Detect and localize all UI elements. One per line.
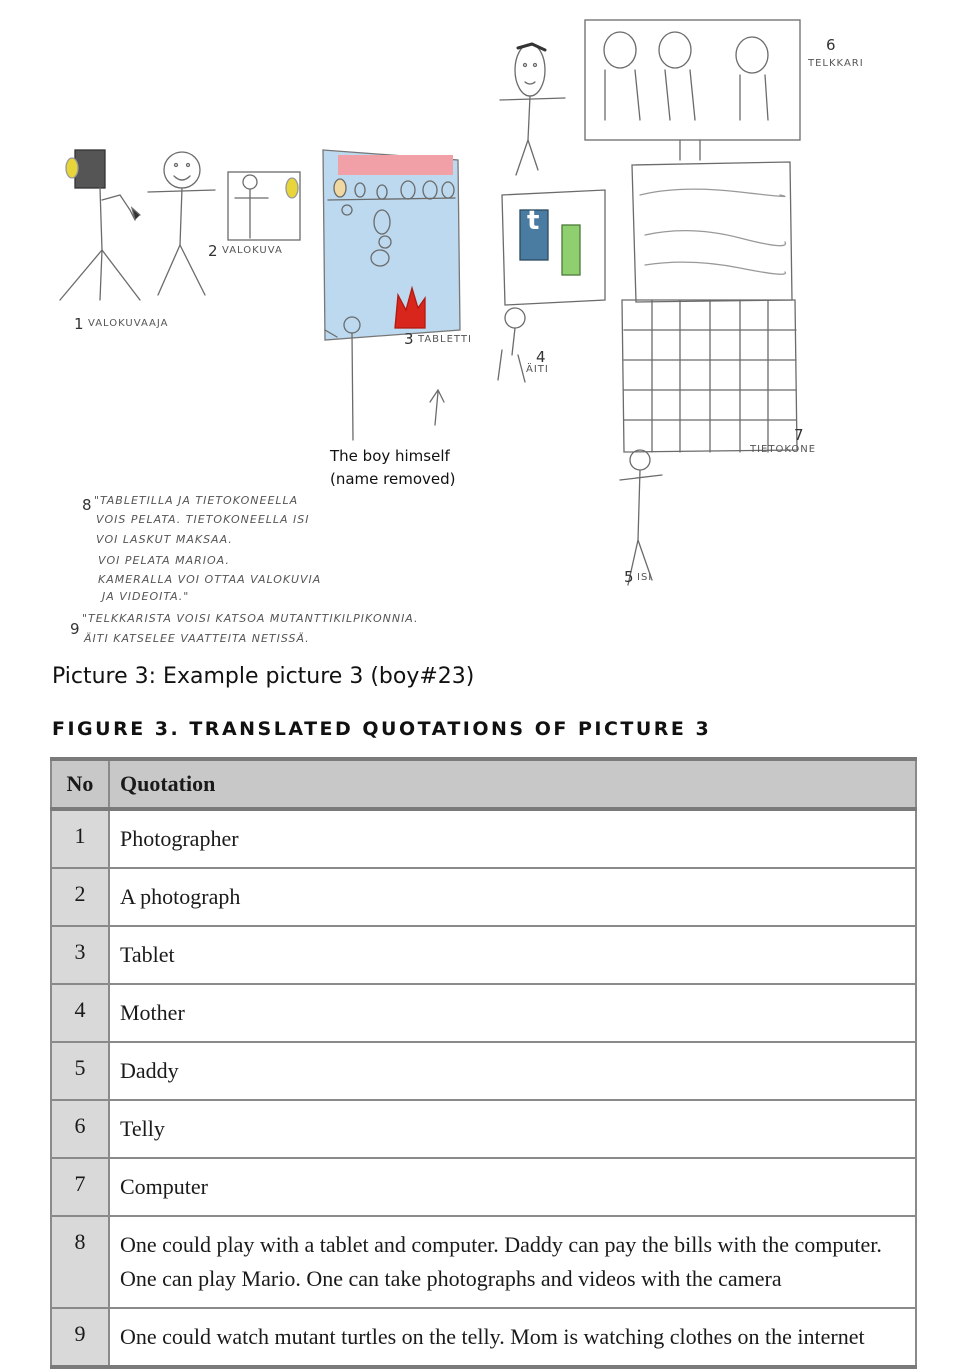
label-3-text: TABLETTI (418, 334, 472, 345)
quote-9-line: "TELKKARISTA VOISI KATSOA MUTANTTIKILPIKONNIA. (82, 612, 419, 625)
label-4-text: ÄITI (526, 364, 549, 375)
quote-8-number: 8 (82, 496, 92, 514)
table-row (51, 809, 916, 868)
telly-drawing (585, 20, 800, 160)
quote-8-line: VOI PELATA MARIOA. (98, 554, 230, 567)
quote-9-number: 9 (70, 620, 80, 638)
boy-label-line-2: (name removed) (330, 470, 456, 488)
row-number: 8 (51, 1216, 109, 1308)
row-quotation: One could play with a tablet and computer. Daddy can pay the bills with the computer. One can play Mario. One can take photographs and videos with the camera (109, 1216, 916, 1308)
table-row (51, 926, 916, 984)
figure-title: FIGURE 3. TRANSLATED QUOTATIONS OF PICTURE 3 (52, 718, 712, 740)
computer-drawing (622, 162, 797, 452)
row-number: 5 (51, 1042, 109, 1100)
table-row (51, 1042, 916, 1100)
label-2-text: VALOKUVA (222, 245, 283, 256)
photographer-figure (60, 150, 140, 300)
quotations-table (50, 757, 917, 1369)
label-1-text: VALOKUVAAJA (88, 318, 169, 329)
label-1-number: 1 (74, 315, 84, 333)
row-number: 3 (51, 926, 109, 984)
table-row (51, 984, 916, 1042)
row-number: 2 (51, 868, 109, 926)
tablet-small-drawing (502, 190, 605, 305)
label-4-number: 4 (536, 348, 546, 366)
table-row (51, 1308, 916, 1367)
label-5-text: ISI (637, 572, 653, 583)
table-header-row (51, 759, 916, 809)
column-header-no: No (51, 759, 109, 809)
table-row (51, 1100, 916, 1158)
label-7-number: 7 (794, 426, 804, 444)
column-header-quotation: Quotation (109, 759, 916, 809)
table-row (51, 868, 916, 926)
row-quotation: One could watch mutant turtles on the telly. Mom is watching clothes on the internet (109, 1308, 916, 1367)
tablet-letter: t (527, 206, 541, 236)
row-quotation: Tablet (109, 926, 916, 984)
picture-caption: Picture 3: Example picture 3 (boy#23) (52, 664, 475, 689)
label-7-text: TIETOKONE (750, 444, 817, 455)
label-5-number: 5 (624, 568, 634, 586)
row-number: 9 (51, 1308, 109, 1367)
table-row (51, 1158, 916, 1216)
quote-8-line: VOIS PELATA. TIETOKONEELLA ISI (96, 513, 310, 526)
row-quotation: Telly (109, 1100, 916, 1158)
label-6-number: 6 (826, 36, 836, 54)
quote-8-line: VOI LASKUT MAKSAA. (96, 533, 233, 546)
row-quotation: A photograph (109, 868, 916, 926)
standing-person-figure (500, 44, 565, 175)
row-number: 1 (51, 809, 109, 868)
arrow-to-boy (430, 390, 444, 425)
row-number: 4 (51, 984, 109, 1042)
label-3-number: 3 (404, 330, 414, 348)
quote-9-line: ÄITI KATSELEE VAATTEITA NETISSÄ. (84, 632, 310, 645)
label-6-text: TELKKARI (808, 58, 864, 69)
quote-8-line: JA VIDEOITA." (102, 590, 190, 603)
quote-8-line: "TABLETILLA JA TIETOKONEELLA (94, 494, 299, 507)
child-drawing (40, 10, 930, 660)
mother-figure (498, 308, 525, 382)
boy-label-line-1: The boy himself (330, 447, 450, 465)
label-2-number: 2 (208, 242, 218, 260)
row-number: 6 (51, 1100, 109, 1158)
row-quotation: Photographer (109, 809, 916, 868)
daddy-figure (620, 450, 662, 585)
photograph-frame (228, 172, 300, 240)
man-figure (148, 152, 215, 295)
quote-8-line: KAMERALLA VOI OTTAA VALOKUVIA (98, 573, 322, 586)
row-number: 7 (51, 1158, 109, 1216)
tablet-drawing (323, 150, 460, 340)
row-quotation: Computer (109, 1158, 916, 1216)
table-row (51, 1216, 916, 1308)
row-quotation: Daddy (109, 1042, 916, 1100)
row-quotation: Mother (109, 984, 916, 1042)
